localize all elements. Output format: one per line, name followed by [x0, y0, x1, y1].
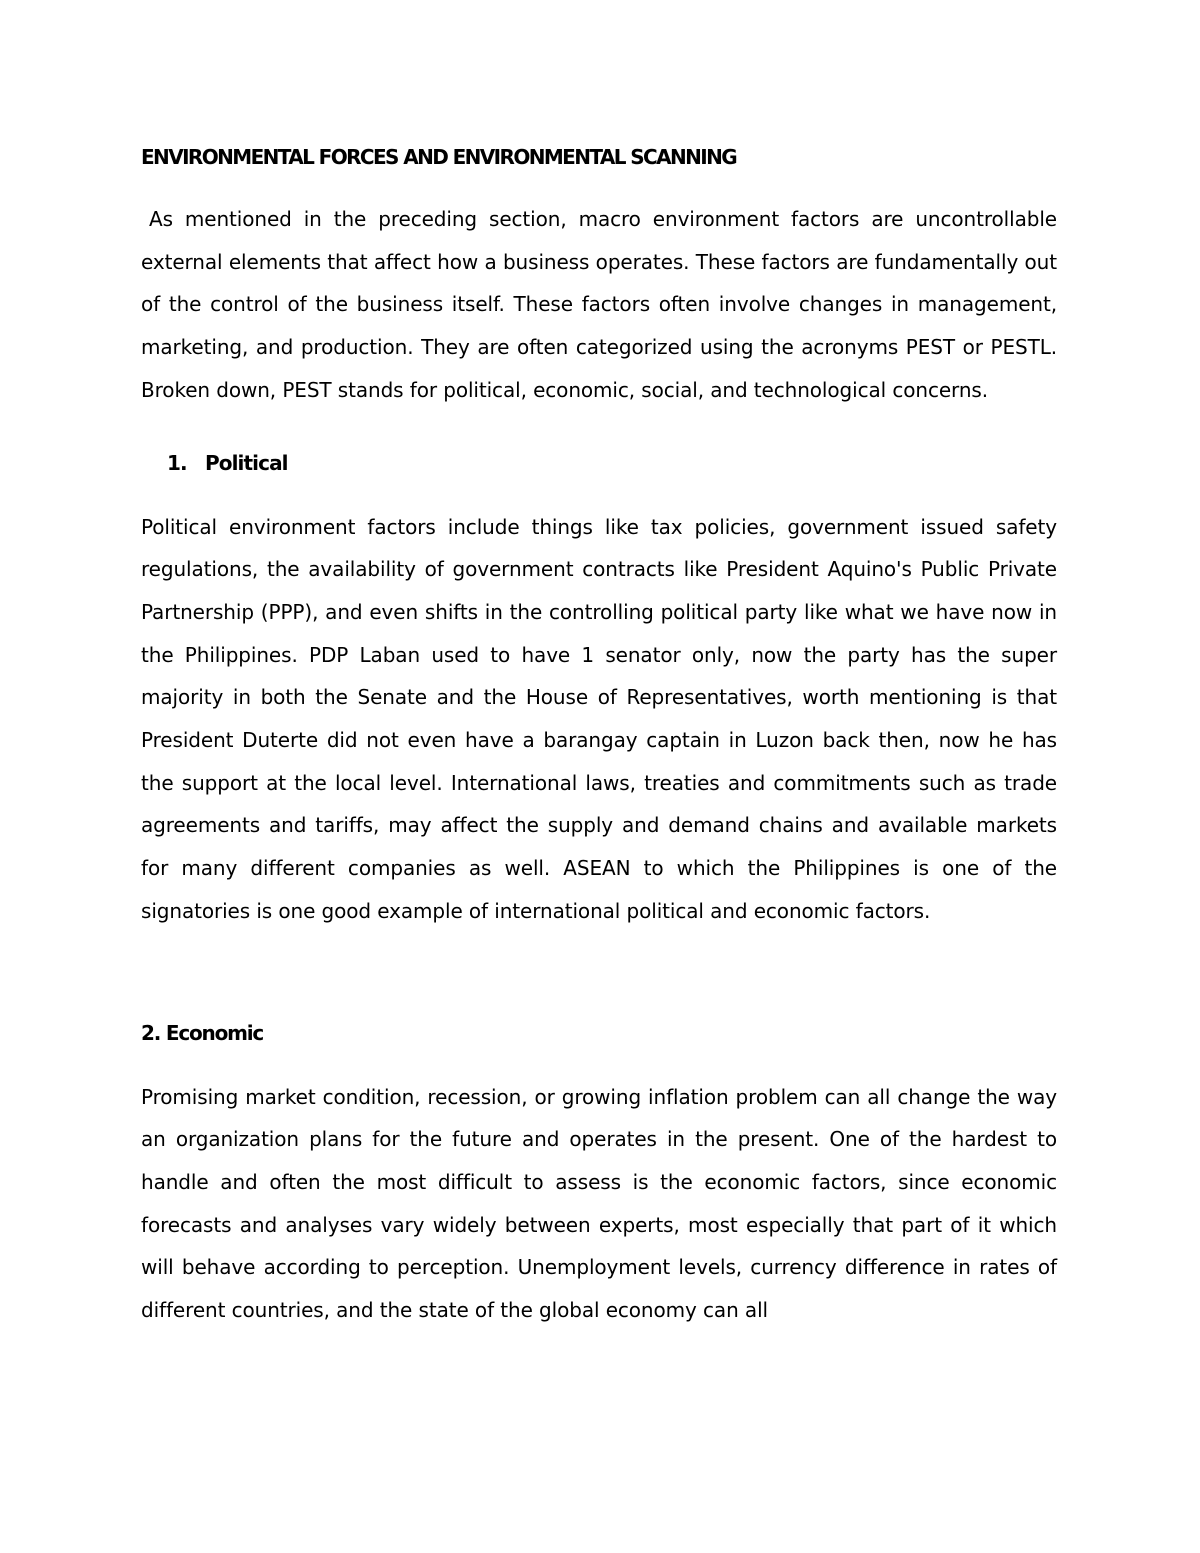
section-body-economic: Promising market condition, recession, or growing inflation problem can all change the way an organization plans for the future and operates in the present. One of the hardest to handle and often the most difficult to assess is the economic factors, since economic forecasts and analyses vary widely between experts, most especially that part of it which will behave according to perception. Unemployment levels, currency difference in rates of different countries, and the state of the global economy can all — [141, 1084, 1057, 1323]
section-title: Economic — [165, 1020, 264, 1045]
section-title: Political — [205, 450, 288, 475]
section-body-political: Political environment factors include things like tax policies, government issued safety regulations, the availability of government contracts like President Aquino's Public Private Partnership (PPP), and even shifts in the controlling political party like what we have now in the Philippines. PDP Laban used to have 1 senator only, now the party has the super majority in both the Senate and the House of Representatives, worth mentioning is that President Duterte did not even have a barangay captain in Luzon back then, now he has the support at the local level. International laws, treaties and commitments such as trade agreements and tariffs, may affect the supply and demand chains and available markets for many different companies as well. ASEAN to which the Philippines is one of the signatories is one good example of international political and economic factors. — [141, 514, 1057, 923]
intro-paragraph: As mentioned in the preceding section, macro environment factors are uncontrollable external elements that affect how a business operates. These factors are fundamentally out of the control of the business itself. These factors often involve changes in management, marketing, and production. They are often categorized using the acronyms PEST or PESTL. Broken down, PEST stands for political, economic, social, and technological concerns. — [141, 207, 1057, 402]
section-heading-political — [167, 448, 1057, 478]
section-number: 1. — [167, 450, 187, 475]
document-title: ENVIRONMENTAL FORCES AND ENVIRONMENTAL SCANNING — [141, 145, 737, 169]
section-number: 2. — [141, 1020, 161, 1045]
section-heading-economic — [141, 1018, 1057, 1048]
document-page — [141, 142, 1057, 1332]
